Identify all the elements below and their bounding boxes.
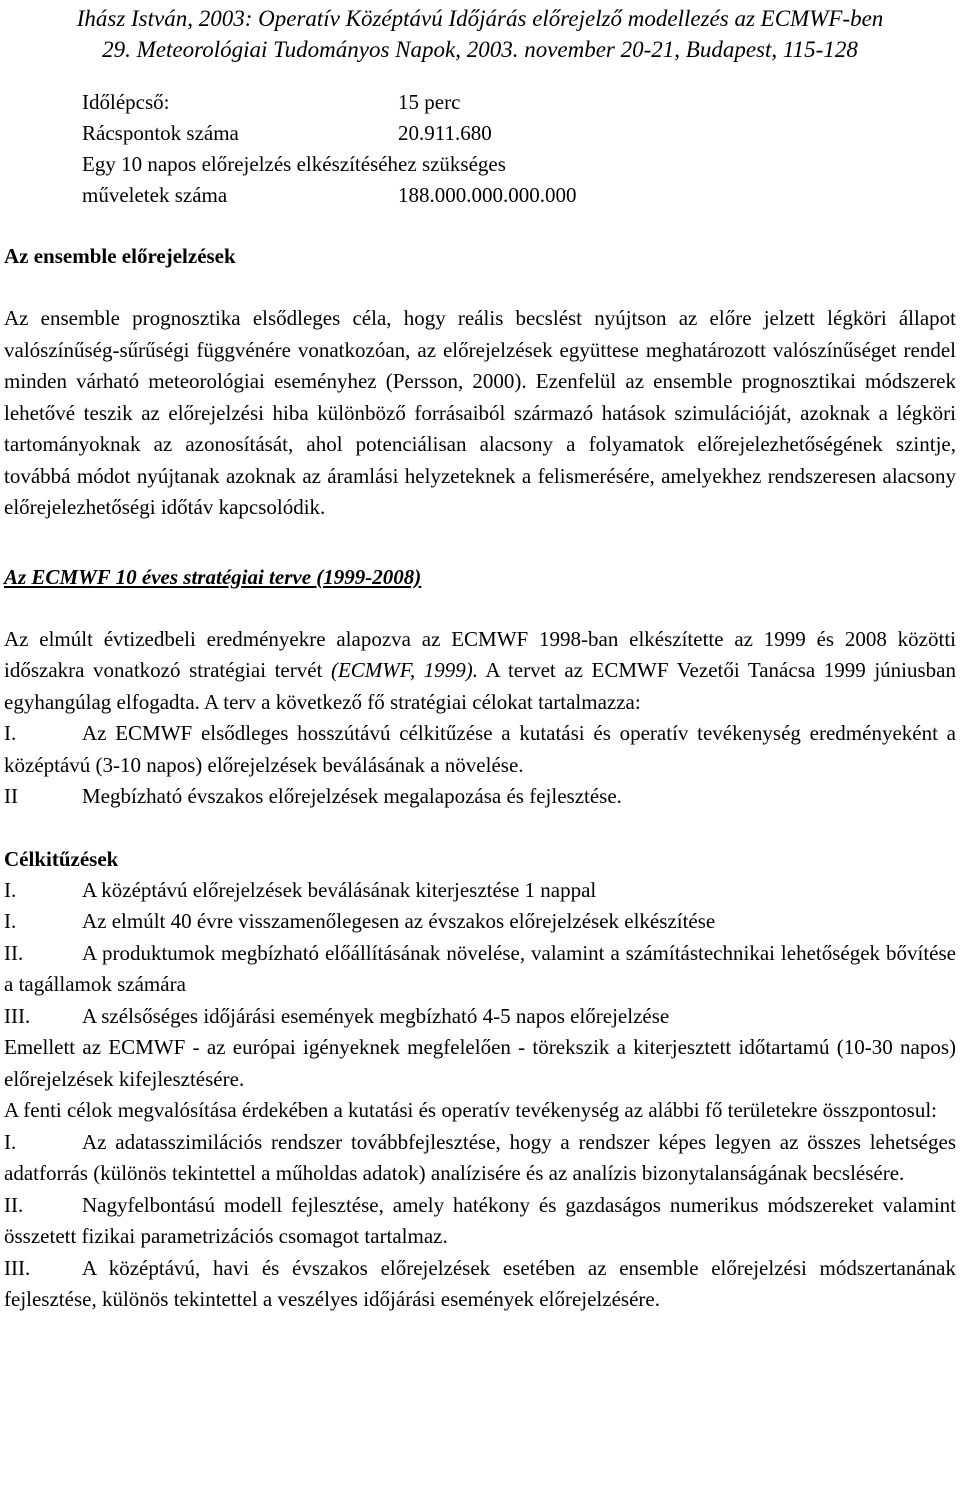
model-statistics: [82, 87, 956, 211]
objective-item: [4, 875, 956, 907]
operations-value: 188.000.000.000.000: [398, 183, 577, 207]
goal-text: Az ECMWF elsődleges hosszútávú célkitűzése a kutatási és operatív tevékenység eredményeként a középtávú (3-10 napos) előrejelzések beválásának a növelése.: [4, 721, 956, 777]
focus-area-item: [4, 1253, 956, 1316]
timestep-value: 15 perc: [398, 90, 461, 114]
gridpoints-value: 20.911.680: [398, 121, 492, 145]
objective-number: I.: [4, 909, 17, 933]
focus-area-text: A középtávú, havi és évszakos előrejelzések esetében az ensemble előrejelzési módszertanának fejlesztése, különös tekintettel a veszélyes időjárási események előrejelzésére.: [4, 1255, 956, 1311]
header-citation-line-1: Ihász István, 2003: Operatív Középtávú Időjárás előrejelző modellezés az ECMWF-ben: [76, 6, 884, 31]
focus-area-number: I.: [4, 1129, 17, 1154]
strategy-intro-text: Az elmúlt évtizedbeli eredményekre alapozva az ECMWF 1998-ban elkészítette az 1999 és 2008 közötti időszakra vonatkozó stratégiai tervét: [4, 626, 956, 682]
timestep-label: Időlépcső:: [82, 90, 170, 114]
goal-number: I.: [4, 721, 17, 745]
focus-area-number: III.: [4, 1255, 31, 1280]
objectives-heading: Célkitűzések: [4, 846, 119, 871]
goal-number: II: [4, 784, 18, 808]
goal-text: Megbízható évszakos előrejelzések megalapozása és fejlesztése.: [82, 784, 622, 808]
focus-area-item: [4, 1190, 956, 1253]
strategy-intro: [4, 624, 956, 719]
strategy-citation: (ECMWF, 1999).: [330, 658, 478, 682]
ensemble-heading: Az ensemble előrejelzések: [4, 244, 236, 268]
strategy-heading: Az ECMWF 10 éves stratégiai terve (1999-2008): [4, 564, 422, 589]
objective-item: [4, 938, 956, 1001]
stat-row-timestep: [82, 87, 956, 118]
focus-area-item: [4, 1127, 956, 1190]
strategy-goal-1: [4, 718, 956, 781]
strategy-intro-text-end: A tervet az ECMWF Vezetői Tanácsa 1999 júniusban egyhangúlag elfogadta. A terv a következő fő stratégiai célokat tartalmazza:: [4, 658, 956, 714]
objective-number: III.: [4, 1003, 31, 1028]
focus-areas-paragraph: A fenti célok megvalósítása érdekében a kutatási és operatív tevékenység az alábbi fő területekre összpontosul:: [4, 1098, 937, 1122]
focus-area-text: Az adatasszimilációs rendszer továbbfejlesztése, hogy a rendszer képes legyen az összes lehetséges adatforrás (különös tekintettel a műholdas adatok) analízisére és az analízis bizonytalanságának becslésére.: [4, 1129, 956, 1185]
focus-area-number: II.: [4, 1192, 24, 1217]
objective-text: A produktumok megbízható előállításának növelése, valamint a számítástechnikai lehetőségek bővítése a tagállamok számára: [4, 940, 956, 996]
objective-text: A középtávú előrejelzések beválásának kiterjesztése 1 nappal: [82, 877, 597, 902]
objective-number: I.: [4, 877, 17, 902]
ops-description: Egy 10 napos előrejelzés elkészítéséhez szükséges: [82, 152, 506, 176]
focus-area-text: Nagyfelbontású modell fejlesztése, amely hatékony és gazdaságos numerikus módszereket valamint összetett fizikai parametrizációs csomagot tartalmaz.: [4, 1192, 956, 1248]
operations-label: műveletek száma: [82, 183, 228, 207]
gridpoints-label: Rácspontok száma: [82, 121, 239, 145]
ensemble-paragraph: Az ensemble prognosztika elsődleges céla, hogy reális becslést nyújtson az előre jelzett légköri állapot valószínűség-sűrűségi függvénére vonatkozóan, az előrejelzések együttese meghatározott valószínűséget rendel minden várható meteorológiai eseményhez (Persson, 2000). Ezenfelül az ensemble prognosztikai módszerek lehetővé teszik az előrejelzési hiba különböző forrásaiból származó hatások szimulációját, azoknak a légköri tartományoknak az azonosítását, ahol potenciálisan alacsony a folyamatok előrejelezhetőségének szintje, továbbá módot nyújtanak azoknak az áramlási helyzeteknek a felismerésére, amelyekhez rendszeresen alacsony előrejelezhetőségi időtáv kapcsolódik.: [4, 306, 956, 519]
running-header: [0, 0, 960, 65]
objective-item: [4, 906, 956, 938]
header-citation-line-2: 29. Meteorológiai Tudományos Napok, 2003. november 20-21, Budapest, 115-128: [102, 37, 858, 62]
objective-text: A szélsőséges időjárási események megbízható 4-5 napos előrejelzése: [82, 1003, 670, 1028]
extended-range-paragraph: Emellett az ECMWF - az európai igényeknek megfelelően - törekszik a kiterjesztett időtartamú (10-30 napos) előrejelzések kifejlesztésére.: [4, 1035, 956, 1091]
stat-row-gridpoints: [82, 118, 956, 149]
strategy-goal-2: [4, 781, 956, 813]
objective-item: [4, 1001, 956, 1033]
stat-row-operations: [82, 180, 956, 211]
objective-number: II.: [4, 940, 24, 965]
objective-text: Az elmúlt 40 évre visszamenőlegesen az évszakos előrejelzések elkészítése: [82, 909, 716, 933]
